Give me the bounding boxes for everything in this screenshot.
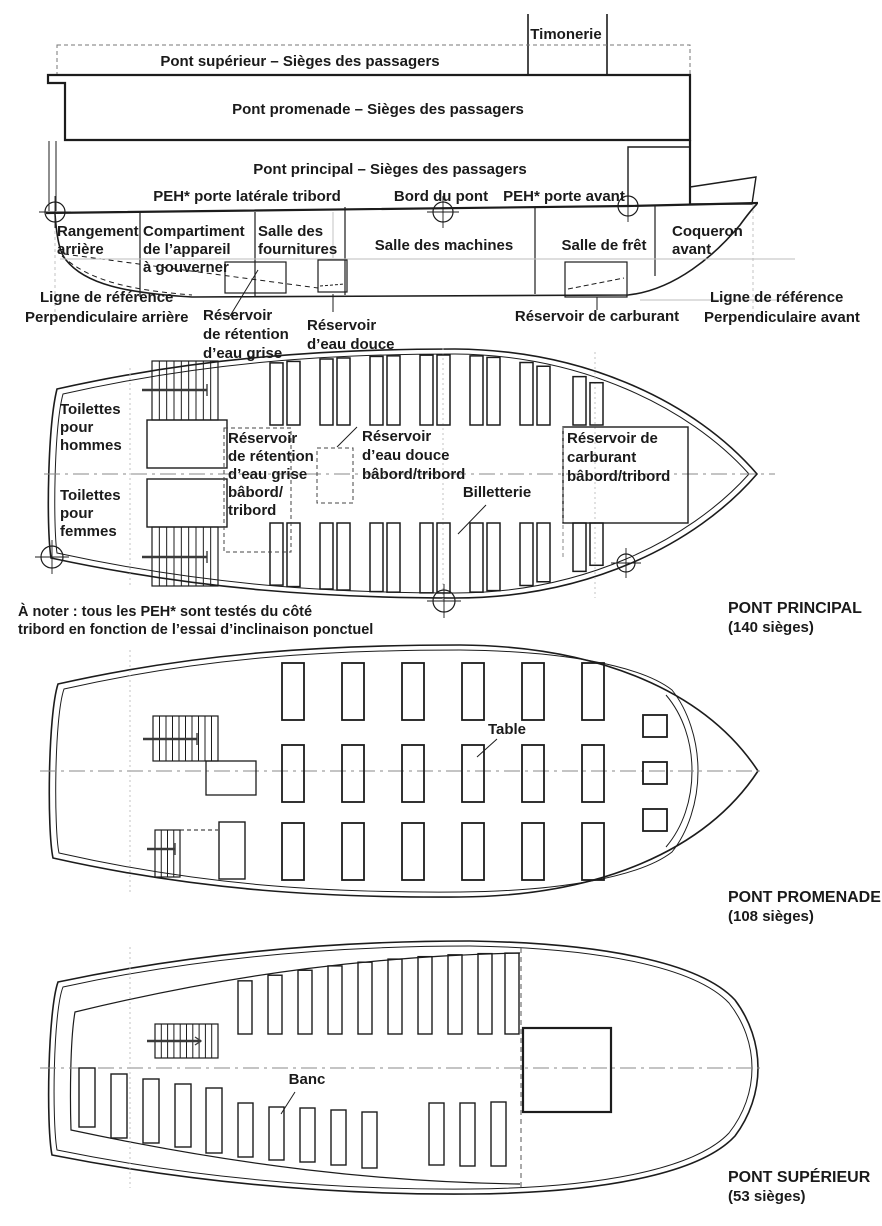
seat-rect: [643, 715, 667, 737]
upper-stairs: [147, 1024, 218, 1058]
bow-bulwark: [690, 177, 756, 204]
seat-rect: [420, 355, 433, 425]
seat-rect: [388, 959, 402, 1034]
perp-aft-label: Perpendiculaire arrière: [25, 309, 189, 326]
seat-rect: [331, 1110, 346, 1165]
peh-marker: [35, 540, 69, 574]
profile-bottom-labels: [25, 289, 860, 362]
seat-rect: [342, 823, 364, 880]
seat-rect: [111, 1074, 127, 1138]
plan-grey-water-label-1: Réservoir: [228, 430, 298, 447]
seat-rect: [643, 809, 667, 831]
fore-peak-label-2: avant: [672, 241, 712, 258]
seat-rect: [337, 523, 350, 590]
perp-fwd-label: Perpendiculaire avant: [704, 309, 860, 326]
grey-water-label-3: d’eau grise: [203, 345, 283, 362]
seat-rect: [270, 363, 283, 425]
toilets-men-room: [147, 420, 227, 468]
seat-rect: [268, 975, 282, 1034]
seat-rect: [582, 823, 604, 880]
plan-grey-water-label-5: tribord: [228, 502, 277, 519]
supply-room-label-1: Salle des: [258, 223, 324, 240]
bench-label: Banc: [288, 1071, 326, 1088]
plan-fresh-water-label-3: bâbord/tribord: [362, 466, 466, 483]
seat-rect: [282, 663, 304, 720]
seat-rect: [590, 523, 603, 565]
promenade-stairs-landing: [206, 761, 256, 795]
fuel-level: [568, 278, 624, 289]
seat-rect: [537, 366, 550, 425]
main-deck-plan: [18, 348, 862, 638]
seat-rect: [387, 356, 400, 425]
seat-rect: [470, 356, 483, 425]
upper-benches: [79, 953, 519, 1168]
toilets-women-label-1: Toilettes: [60, 487, 121, 504]
fwd-deckhouse-box: [628, 147, 690, 205]
seat-rect: [590, 383, 603, 425]
seat-rect: [487, 357, 500, 425]
toilets-women-label-3: femmes: [60, 523, 117, 540]
toilets-men-label-2: pour: [60, 419, 94, 436]
fresh-water-level: [320, 284, 345, 286]
steering-gear-label-3: à gouverner: [143, 259, 229, 276]
promenade-stairs-bottom: [147, 830, 218, 877]
seat-rect: [522, 745, 544, 802]
plan-fuel-label-3: bâbord/tribord: [567, 468, 671, 485]
upper-seat-count: (53 sièges): [728, 1188, 806, 1205]
seat-rect: [582, 745, 604, 802]
fresh-water-tank-box: [318, 260, 347, 292]
seat-rect: [470, 523, 483, 592]
seat-rect: [437, 355, 450, 425]
ref-line-right-label: Ligne de référence: [710, 289, 844, 306]
fresh-water-label-1: Réservoir: [307, 317, 377, 334]
plan-grey-water-label-4: bâbord/: [228, 484, 283, 501]
seat-rect: [573, 377, 586, 425]
seat-rect: [238, 1103, 253, 1157]
seat-rect: [282, 823, 304, 880]
promenade-deck-band-label: Pont promenade – Sièges des passagers: [232, 101, 524, 118]
steering-gear-label-2: de l’appareil: [143, 241, 231, 258]
toilets-women-label-2: pour: [60, 505, 94, 522]
fore-peak-label-1: Coqueron: [672, 223, 743, 240]
seat-rect: [287, 523, 300, 587]
seat-rect: [643, 762, 667, 784]
grey-water-label-1: Réservoir: [203, 307, 273, 324]
seat-rect: [522, 663, 544, 720]
seat-rect: [387, 523, 400, 592]
promenade-deck-plan: [40, 645, 881, 925]
ticket-office-label: Billetterie: [462, 484, 532, 501]
seat-rect: [429, 1103, 444, 1165]
deck-edge-label: Bord du pont: [393, 188, 489, 205]
seat-rect: [505, 953, 519, 1034]
peh-side-door-label: PEH* porte latérale tribord: [153, 188, 341, 205]
seat-rect: [269, 1107, 284, 1160]
plan-fresh-water-label-2: d’eau douce: [362, 447, 450, 464]
main-deck-band-label: Pont principal – Sièges des passagers: [253, 161, 527, 178]
promenade-seat-count: (108 sièges): [728, 908, 814, 925]
peh-marker: [427, 584, 461, 618]
table-leader: [477, 739, 497, 757]
seat-rect: [362, 1112, 377, 1168]
note-line-2: tribord en fonction de l’essai d’inclinaison ponctuel: [18, 622, 374, 638]
supply-room-label-2: fournitures: [258, 241, 338, 258]
aft-storage-label-1: Rangement: [57, 223, 139, 240]
plan-fuel-label-2: carburant: [567, 449, 637, 466]
fresh-water-label-2: d’eau douce: [307, 336, 395, 353]
grey-water-label-2: de rétention: [203, 326, 289, 343]
main-deck-title: PONT PRINCIPAL: [728, 600, 862, 617]
fuel-tank-label: Réservoir de carburant: [514, 308, 680, 325]
plan-fuel-label-1: Réservoir de: [567, 430, 658, 447]
seat-rect: [206, 1088, 222, 1153]
main-deck-seat-count: (140 sièges): [728, 619, 814, 636]
seat-rect: [370, 356, 383, 425]
promenade-stairs-top: [143, 716, 218, 761]
seat-rect: [370, 523, 383, 592]
seat-rect: [358, 962, 372, 1034]
seat-rect: [342, 663, 364, 720]
upper-title: PONT SUPÉRIEUR: [728, 1169, 871, 1186]
seat-rect: [418, 957, 432, 1034]
compartment-labels: [57, 223, 743, 276]
toilets-women-room: [147, 479, 227, 527]
wheelhouse-label: Timonerie: [530, 26, 602, 43]
plan-fresh-water-label-1: Réservoir: [362, 428, 432, 445]
seat-rect: [238, 981, 252, 1034]
plan-grey-water-label-3: d’eau grise: [228, 466, 308, 483]
seat-rect: [520, 523, 533, 585]
seat-rect: [573, 523, 586, 571]
seat-rect: [300, 1108, 315, 1162]
seat-rect: [320, 359, 333, 425]
seat-rect: [460, 1103, 475, 1166]
cargo-room-label: Salle de frêt: [561, 237, 647, 254]
bench-leader: [281, 1092, 295, 1114]
upper-deckhouse: [523, 1028, 611, 1112]
seat-rect: [328, 966, 342, 1034]
seat-rect: [448, 955, 462, 1034]
seat-rect: [270, 523, 283, 585]
ref-line-left-label: Ligne de référence: [40, 289, 174, 306]
seat-rect: [175, 1084, 191, 1147]
seat-rect: [522, 823, 544, 880]
seat-rect: [437, 523, 450, 593]
seat-rect: [287, 361, 300, 425]
seat-rect: [520, 363, 533, 425]
note-line-1: À noter : tous les PEH* sont testés du côté: [18, 604, 313, 620]
profile-view: [25, 14, 860, 362]
upper-deck-plan: [40, 941, 871, 1205]
seat-rect: [491, 1102, 506, 1166]
toilets-men-label-3: hommes: [60, 437, 122, 454]
seat-rect: [487, 523, 500, 591]
seat-rect: [320, 523, 333, 589]
seat-rect: [462, 663, 484, 720]
seat-rect: [342, 745, 364, 802]
seat-rect: [462, 823, 484, 880]
table-label: Table: [487, 721, 527, 738]
seat-rect: [298, 970, 312, 1034]
ticket-office-leader: [458, 505, 486, 534]
engine-room-label: Salle des machines: [374, 237, 514, 254]
seat-rect: [337, 358, 350, 425]
plan-fresh-water-tank-box: [317, 448, 353, 503]
plan-grey-water-label-2: de rétention: [228, 448, 314, 465]
seat-rect: [402, 663, 424, 720]
steering-gear-label-1: Compartiment: [143, 223, 245, 240]
peh-front-door-label: PEH* porte avant: [503, 188, 625, 205]
seat-rect: [79, 1068, 95, 1127]
promenade-title: PONT PROMENADE: [728, 889, 881, 906]
toilets-men-label-1: Toilettes: [60, 401, 121, 418]
aft-storage-label-2: arrière: [57, 241, 104, 258]
peh-marker: [611, 548, 641, 578]
seat-rect: [478, 954, 492, 1034]
seat-rect: [537, 523, 550, 582]
upper-deck-band-label: Pont supérieur – Sièges des passagers: [160, 53, 440, 70]
plan-fresh-water-leader: [337, 427, 357, 447]
seat-rect: [143, 1079, 159, 1143]
promenade-locker: [219, 822, 245, 879]
seat-rect: [582, 663, 604, 720]
seat-rect: [402, 823, 424, 880]
seat-rect: [282, 745, 304, 802]
seat-rect: [402, 745, 424, 802]
seat-rect: [420, 523, 433, 593]
